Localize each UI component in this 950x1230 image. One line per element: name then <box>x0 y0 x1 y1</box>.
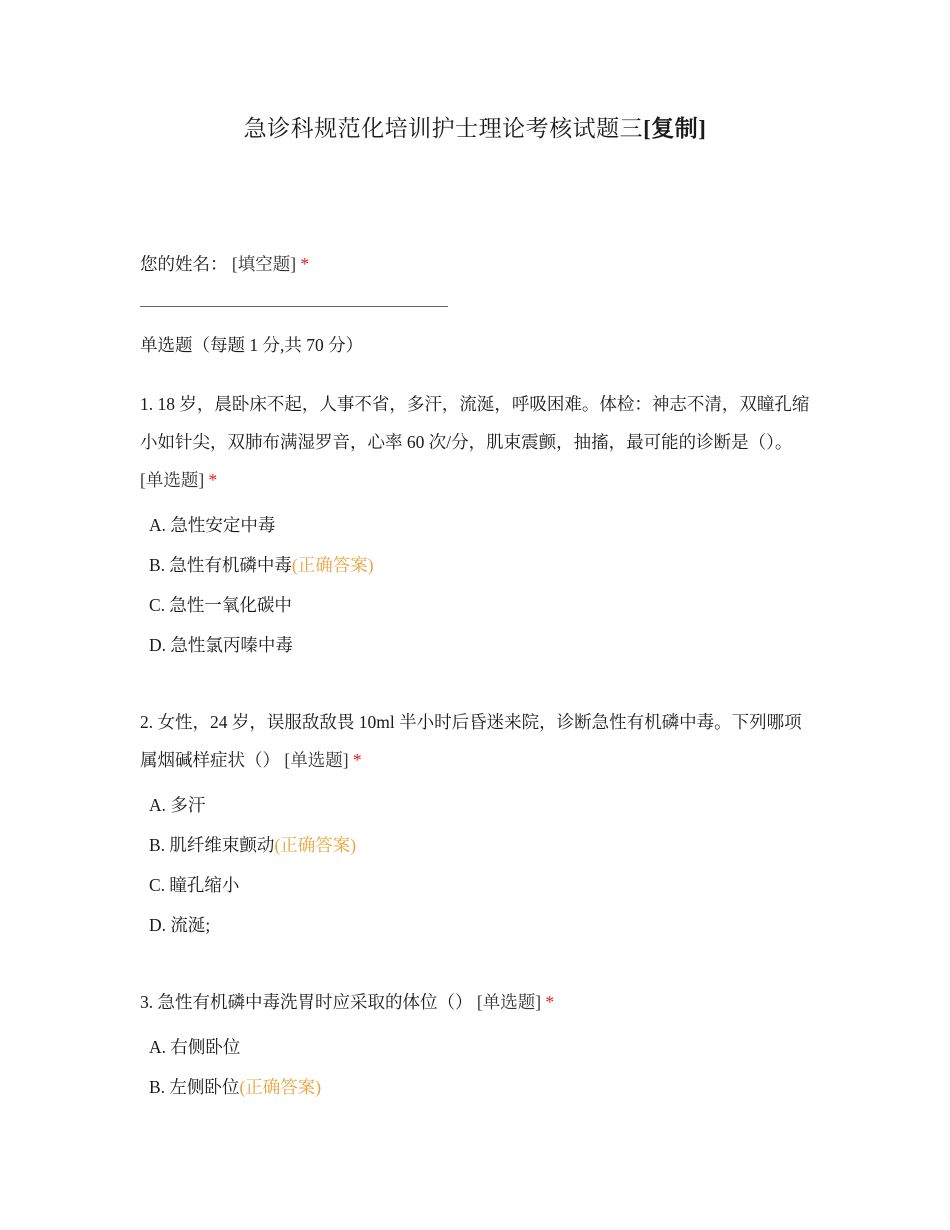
required-mark: * <box>208 470 218 490</box>
question-type-tag: [单选题] <box>284 750 349 770</box>
question-2-option-b[interactable] <box>149 833 356 857</box>
name-question <box>140 245 810 283</box>
question-stem: 2. 女性，24 岁，误服敌敌畏 10ml 半小时后昏迷来院，诊断急性有机磷中毒。下列哪项属烟碱样症状（） <box>140 712 802 770</box>
question-stem: 1. 18 岁，晨卧床不起，人事不省，多汗，流涎，呼吸困难。体检：神志不清，双瞳孔缩小如针尖，双肺布满湿罗音，心率 60 次/分，肌束震颤，抽搐，最可能的诊断是（）。 <box>140 394 810 452</box>
question-type-tag: [单选题] <box>140 470 205 490</box>
correct-answer-mark: (正确答案) <box>239 1077 322 1097</box>
option-label: D. 急性氯丙嗪中毒 <box>149 635 293 655</box>
question-1-option-b[interactable] <box>149 553 374 577</box>
question-1-option-c[interactable] <box>149 593 292 617</box>
required-mark: * <box>300 254 310 274</box>
question-1-option-a[interactable] <box>149 513 275 537</box>
correct-answer-mark: (正确答案) <box>291 555 374 575</box>
option-label: D. 流涎; <box>149 915 211 935</box>
question-type-tag: [单选题] <box>476 992 542 1012</box>
required-mark: * <box>352 750 362 770</box>
question-1-option-d[interactable] <box>149 633 293 657</box>
option-label: A. 右侧卧位 <box>149 1037 241 1057</box>
question-1-text <box>140 385 810 499</box>
option-label: C. 瞳孔缩小 <box>149 875 240 895</box>
option-label: A. 多汗 <box>149 795 206 815</box>
option-label: C. 急性一氧化碳中 <box>149 595 292 615</box>
question-3-text <box>140 983 810 1021</box>
question-stem: 3. 急性有机磷中毒洗胃时应采取的体位（） <box>140 992 473 1012</box>
required-mark: * <box>545 992 555 1012</box>
question-3-option-a[interactable] <box>149 1035 240 1059</box>
option-label: B. 肌纤维束颤动 <box>149 835 275 855</box>
question-2-option-c[interactable] <box>149 873 239 897</box>
title-suffix: [复制] <box>643 116 707 141</box>
question-2-option-a[interactable] <box>149 793 205 817</box>
title-main: 急诊科规范化培训护士理论考核试题三 <box>243 116 644 141</box>
option-label: B. 急性有机磷中毒 <box>149 555 292 575</box>
option-label: A. 急性安定中毒 <box>149 515 276 535</box>
correct-answer-mark: (正确答案) <box>274 835 357 855</box>
question-2-option-d[interactable] <box>149 913 210 937</box>
page-title <box>0 110 950 143</box>
question-2-text <box>140 703 810 779</box>
name-input-line[interactable] <box>140 306 448 307</box>
name-type-tag: [填空题] <box>231 254 297 274</box>
question-3-option-b[interactable] <box>149 1075 321 1099</box>
name-label: 您的姓名： <box>140 254 228 274</box>
section-heading: 单选题（每题 1 分,共 70 分） <box>140 335 364 355</box>
option-label: B. 左侧卧位 <box>149 1077 240 1097</box>
